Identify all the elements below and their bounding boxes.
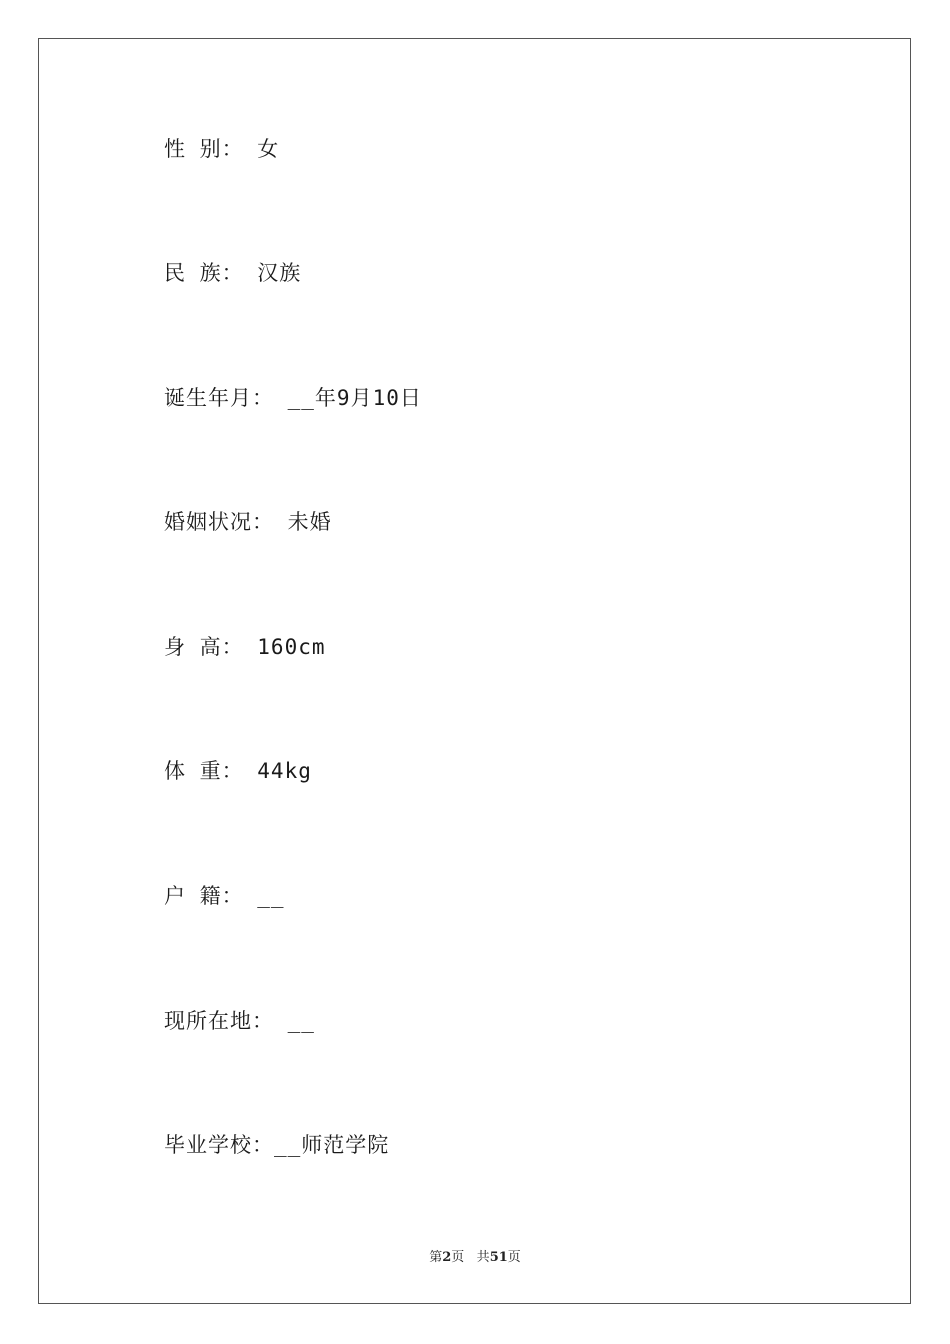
page-suffix: 页 — [451, 1250, 465, 1265]
height-line: 身 高： 160cm — [164, 635, 326, 659]
household-registration-line: 户 籍： __ — [164, 884, 285, 908]
marital-status-line: 婚姻状况： 未婚 — [164, 510, 332, 534]
graduate-school-line: 毕业学校：__师范学院 — [164, 1133, 390, 1157]
total-suffix: 页 — [507, 1250, 521, 1265]
total-prefix: 共 — [476, 1250, 490, 1265]
total-pages: 51 — [489, 1250, 508, 1265]
gender-line: 性 别： 女 — [164, 137, 280, 161]
weight-line: 体 重： 44kg — [164, 759, 312, 783]
page-number: 2 — [442, 1250, 452, 1265]
page-footer — [0, 1246, 950, 1265]
birth-date-line: 诞生年月： __年9月10日 — [164, 386, 422, 410]
page-prefix: 第 — [429, 1250, 443, 1265]
current-location-line: 现所在地： __ — [164, 1009, 315, 1033]
page-border — [38, 38, 911, 1304]
ethnicity-line: 民 族： 汉族 — [164, 261, 302, 285]
